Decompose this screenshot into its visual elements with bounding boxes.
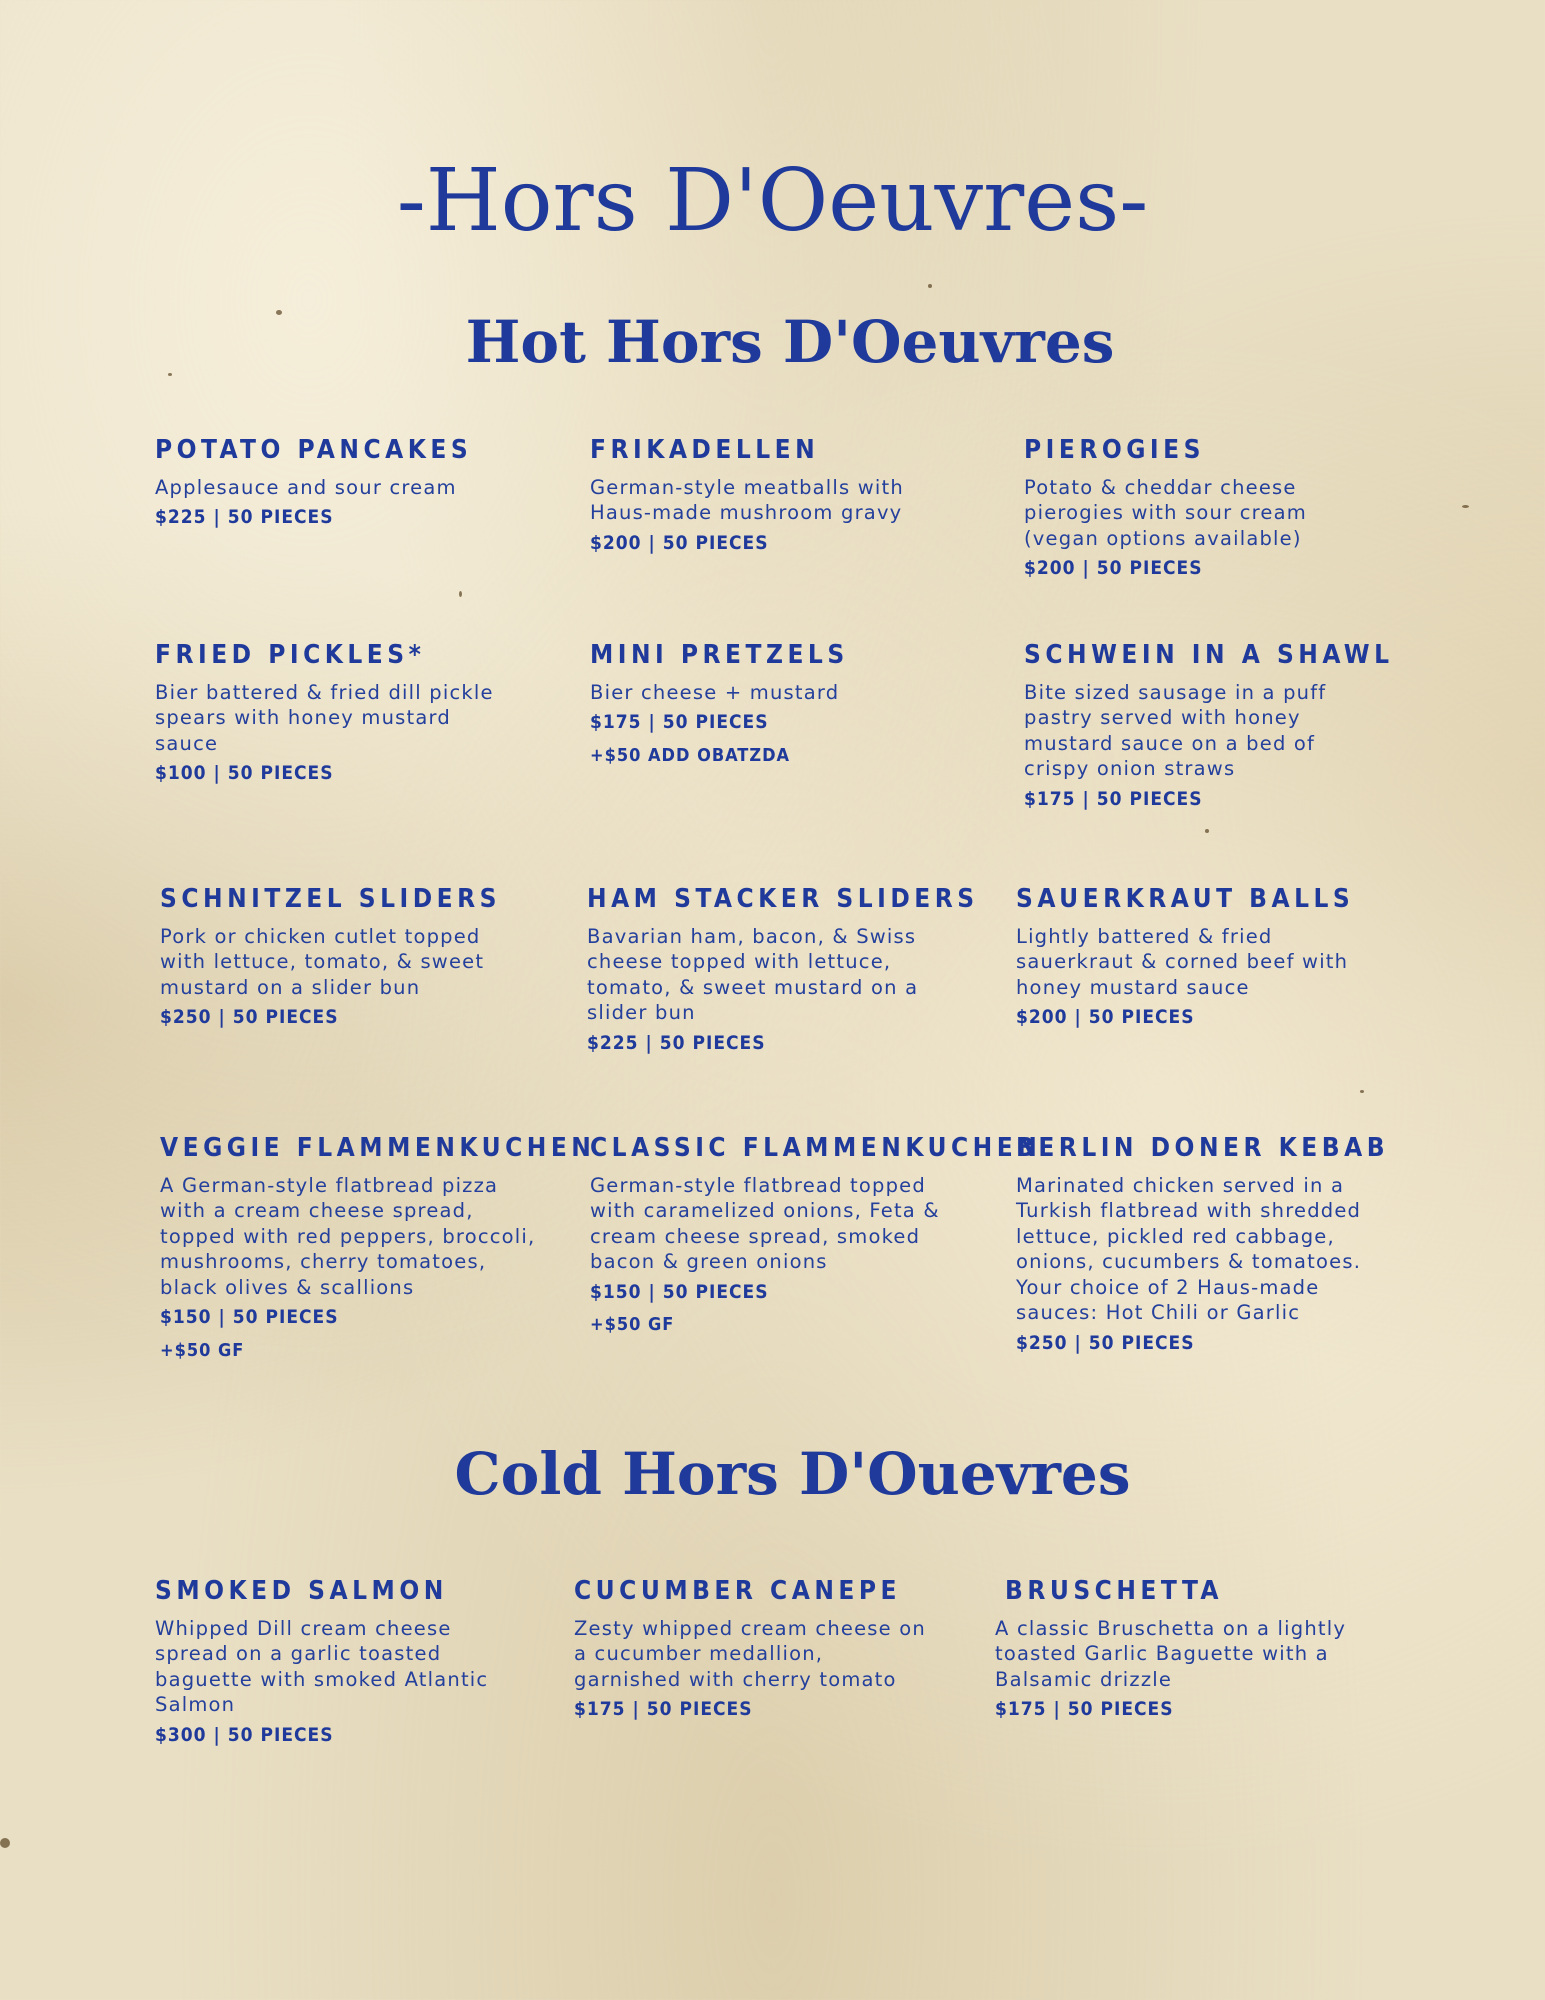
paper-speck: [168, 373, 172, 376]
menu-item-berlin-doner-kebab: [1016, 1134, 1416, 1364]
item-description: Bier cheese + mustard: [590, 680, 840, 704]
item-name: SCHNITZEL SLIDERS: [160, 884, 502, 914]
item-name: SMOKED SALMON: [155, 1576, 448, 1606]
item-addon: +$50 ADD OBATZDA: [590, 744, 791, 766]
item-name: CLASSIC FLAMMENKUCHEN: [590, 1133, 1042, 1163]
item-name: VEGGIE FLAMMENKUCHEN: [160, 1133, 596, 1163]
page-title: -Hors D'Oeuvres-: [396, 151, 1149, 251]
item-description: Pork or chicken cutlet topped with lettuce, tomato, & sweet mustard on a slider bun: [160, 924, 485, 999]
menu-item-ham-stacker-sliders: [587, 885, 987, 1064]
item-name: SAUERKRAUT BALLS: [1016, 884, 1355, 914]
item-price: $150 | 50 PIECES: [590, 1280, 769, 1303]
item-description: Bier battered & fried dill pickle spears with honey mustard sauce: [155, 680, 494, 755]
item-price: $175 | 50 PIECES: [590, 711, 769, 734]
paper-speck: [459, 591, 462, 597]
item-name: HAM STACKER SLIDERS: [587, 884, 979, 914]
menu-item-mini-pretzels: [590, 641, 990, 768]
menu-item-potato-pancakes: [155, 436, 555, 539]
item-price: $175 | 50 PIECES: [1024, 787, 1203, 810]
hot-section-title: Hot Hors D'Oeuvres: [465, 308, 1115, 376]
item-price: $175 | 50 PIECES: [574, 1698, 753, 1721]
item-name: FRIKADELLEN: [590, 435, 820, 465]
item-description: A German-style flatbread pizza with a cream cheese spread, topped with red peppers, broccoli, mushrooms, cherry tomatoes, black olives & scallions: [160, 1173, 536, 1299]
menu-item-pierogies: [1024, 436, 1424, 590]
paper-speck: [928, 284, 932, 288]
item-price: $150 | 50 PIECES: [160, 1306, 339, 1329]
item-description: German-style flatbread topped with caramelized onions, Feta & cream cheese spread, smoked bacon & green onions: [590, 1173, 940, 1274]
item-description: Bite sized sausage in a puff pastry served with honey mustard sauce on a bed of crispy onion straws: [1024, 680, 1327, 781]
paper-speck: [1205, 829, 1209, 833]
paper-speck: [276, 310, 282, 315]
menu-item-bruschetta: [995, 1577, 1395, 1731]
menu-item-cucumber-canepe: [574, 1577, 974, 1731]
item-name: SCHWEIN IN A SHAWL: [1024, 640, 1394, 670]
item-price: $200 | 50 PIECES: [1024, 557, 1203, 580]
item-addon: +$50 GF: [590, 1314, 675, 1336]
item-description: Marinated chicken served in a Turkish flatbread with shredded lettuce, pickled red cabbage, onions, cucumbers & tomatoes. Your choice of 2 Haus-made sauces: Hot Chili or Garlic: [1016, 1173, 1362, 1325]
paper-speck: [1462, 505, 1469, 508]
item-name: BRUSCHETTA: [1005, 1576, 1223, 1606]
menu-item-classic-flammenkuchen: [590, 1133, 1042, 1338]
item-price: $300 | 50 PIECES: [155, 1723, 334, 1746]
item-price: $175 | 50 PIECES: [995, 1698, 1174, 1721]
item-name: MINI PRETZELS: [590, 640, 849, 670]
menu-item-veggie-flammenkuchen: [160, 1133, 596, 1363]
item-price: $100 | 50 PIECES: [155, 762, 334, 785]
item-description: Whipped Dill cream cheese spread on a garlic toasted baguette with smoked Atlantic Salmon: [155, 1616, 489, 1717]
paper-speck: [0, 1838, 10, 1848]
item-price: $200 | 50 PIECES: [590, 531, 769, 554]
item-price: $250 | 50 PIECES: [1016, 1331, 1195, 1354]
menu-item-smoked-salmon: [155, 1577, 555, 1756]
paper-speck: [1360, 1090, 1364, 1093]
item-description: Lightly battered & fried sauerkraut & corned beef with honey mustard sauce: [1016, 924, 1349, 999]
item-addon: +$50 GF: [160, 1339, 245, 1361]
item-description: Zesty whipped cream cheese on a cucumber medallion, garnished with cherry tomato: [574, 1616, 926, 1691]
item-name: PIEROGIES: [1024, 435, 1205, 465]
item-description: Applesauce and sour cream: [155, 475, 457, 499]
menu-item-schnitzel-sliders: [160, 885, 560, 1039]
item-description: Potato & cheddar cheese pierogies with sour cream (vegan options available): [1024, 475, 1307, 550]
item-name: CUCUMBER CANEPE: [574, 1576, 902, 1606]
menu-item-frikadellen: [590, 436, 990, 564]
item-name: BERLIN DONER KEBAB: [1016, 1133, 1390, 1163]
item-description: Bavarian ham, bacon, & Swiss cheese topped with lettuce, tomato, & sweet mustard on a slider bun: [587, 924, 919, 1025]
menu-item-sauerkraut-balls: [1016, 885, 1416, 1039]
item-price: $250 | 50 PIECES: [160, 1006, 339, 1029]
item-price: $200 | 50 PIECES: [1016, 1006, 1195, 1029]
item-name: FRIED PICKLES*: [155, 640, 426, 670]
item-price: $225 | 50 PIECES: [155, 506, 334, 529]
item-price: $225 | 50 PIECES: [587, 1031, 766, 1054]
menu-item-schwein-in-a-shawl: [1024, 641, 1424, 820]
item-description: German-style meatballs with Haus-made mushroom gravy: [590, 475, 904, 525]
cold-section-title: Cold Hors D'Ouevres: [454, 1440, 1131, 1508]
menu-item-fried-pickles: [155, 641, 555, 795]
item-name: POTATO PANCAKES: [155, 435, 473, 465]
item-description: A classic Bruschetta on a lightly toasted Garlic Baguette with a Balsamic drizzle: [995, 1616, 1347, 1691]
